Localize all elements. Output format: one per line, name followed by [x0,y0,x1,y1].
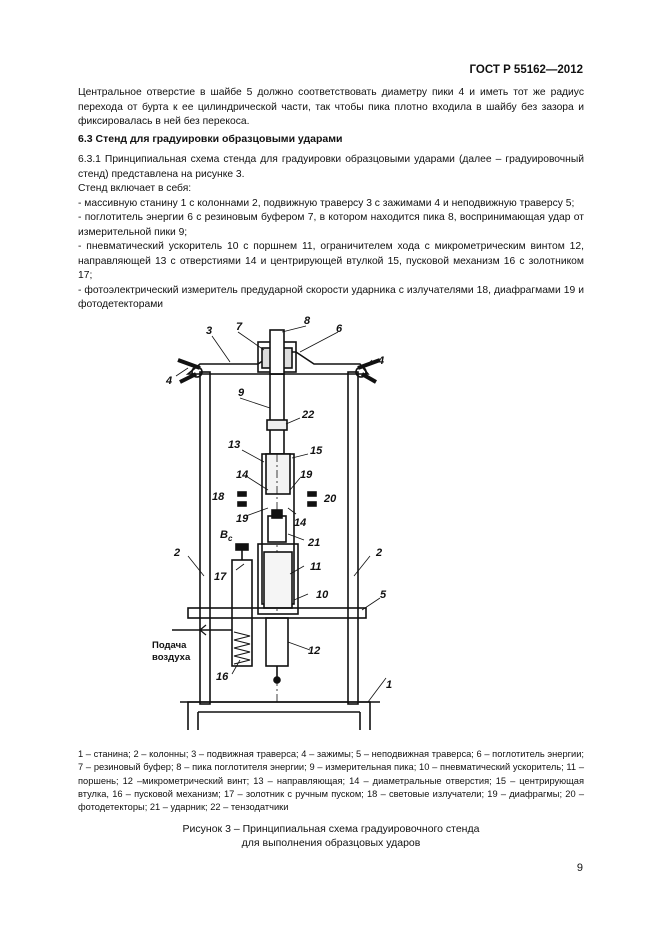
label-4-right: 4 [378,355,385,367]
document-header: ГОСТ Р 55162—2012 [469,64,583,76]
label-14-lower: 14 [294,517,307,529]
figure-legend: 1 – станина; 2 – колонны; 3 – подвижная траверса; 4 – зажимы; 5 – неподвижная траверса; 6 – поглотитель энергии; 7 – резиновый буфер; 8 – пика поглотителя энергии; 9 – измерительная пика; 10 – пневматический ускоритель; 11 – поршень; 12 –микрометрический винт; 13 – направляющая; 14 – диаметральные отверстия; 15 – центрирующая втулка, 16 – пусковой механизм; 17 – золотник с ручным пуском; 18 – световые излучатели; 19 – диафрагмы; 20 – фотодетекторы; 21 – ударник; 22 – тензодатчики [78,749,584,813]
label-vc: $В_с$ [220,529,233,543]
label-2-right: 2 [376,547,383,559]
intro-text: Центральное отверстие в шайбе 5 должно соответствовать диаметру пики 4 и иметь тот же радиус перехода от бурта к ее цилиндрической части, так чтобы пика плотно входила в шайбу без зазора и фиксировалась в ней без перекоса. [78,87,584,127]
base-frame [188,702,370,730]
paragraph-includes: Стенд включает в себя: [78,183,192,194]
list-item-photometer: - фотоэлектрический измеритель предударной скорости ударника с излучателями 18, диафрагмами 19 и фотодетекторами [78,284,584,310]
page-number: 9 [576,862,583,874]
section-paragraphs [78,153,584,313]
label-3: 3 [206,325,213,337]
label-11: 11 [310,561,322,573]
list-item-absorber: - поглотитель энергии 6 с резиновым буфером 7, в котором находится пика 8, воспринимающая удар от измерительной пики 9; [78,212,584,238]
air-supply-label-1: Подача [152,640,187,651]
label-12: 12 [308,645,321,657]
label-4-left: 4 [166,375,173,387]
label-5: 5 [380,589,387,601]
label-19-lower: 19 [236,513,249,525]
label-13: 13 [228,439,241,451]
caption-line-1: Рисунок 3 – Принципиальная схема градуировочного стенда [182,823,480,835]
label-20: 20 [324,493,337,505]
figure-3-diagram [140,312,560,732]
label-14-upper: 14 [236,469,249,481]
label-6: 6 [336,323,343,335]
intro-paragraph [78,86,584,130]
section-title: 6.3 Стенд для градуировки образцовыми ударами [78,133,343,145]
right-column [348,372,358,704]
label-15: 15 [310,445,323,457]
caption-line-2: для выполнения образцовых ударов [241,837,421,849]
label-22: 22 [302,409,315,421]
label-16: 16 [216,671,229,683]
label-21: 21 [308,537,321,549]
list-item-frame: - массивную станину 1 с колоннами 2, подвижную траверсу 3 с зажимами 4 и неподвижную траверсу 5; [78,197,575,209]
label-7: 7 [236,321,243,333]
label-2-left: 2 [174,547,181,559]
label-1: 1 [386,679,393,691]
label-19-upper: 19 [300,469,313,481]
left-column [200,372,210,704]
figure-caption [78,822,584,850]
air-supply-label-2: воздуха [152,652,191,663]
paragraph-6-3-1: 6.3.1 Принципиальная схема стенда для градуировки образцовыми ударами (далее – градуировочный стенд) представлена на рисунке 3. [78,154,584,180]
list-item-accelerator: - пневматический ускоритель 10 с поршнем 11, ограничителем хода с микрометрическим винтом 12, направляющей 13 с отверстиями 14 и центрирующей втулкой 15, пусковой механизм 16 с золотником 17; [78,241,584,281]
label-17: 17 [214,571,227,583]
label-18: 18 [212,491,225,503]
label-9: 9 [238,387,245,399]
label-8: 8 [304,315,311,327]
label-10: 10 [316,589,329,601]
